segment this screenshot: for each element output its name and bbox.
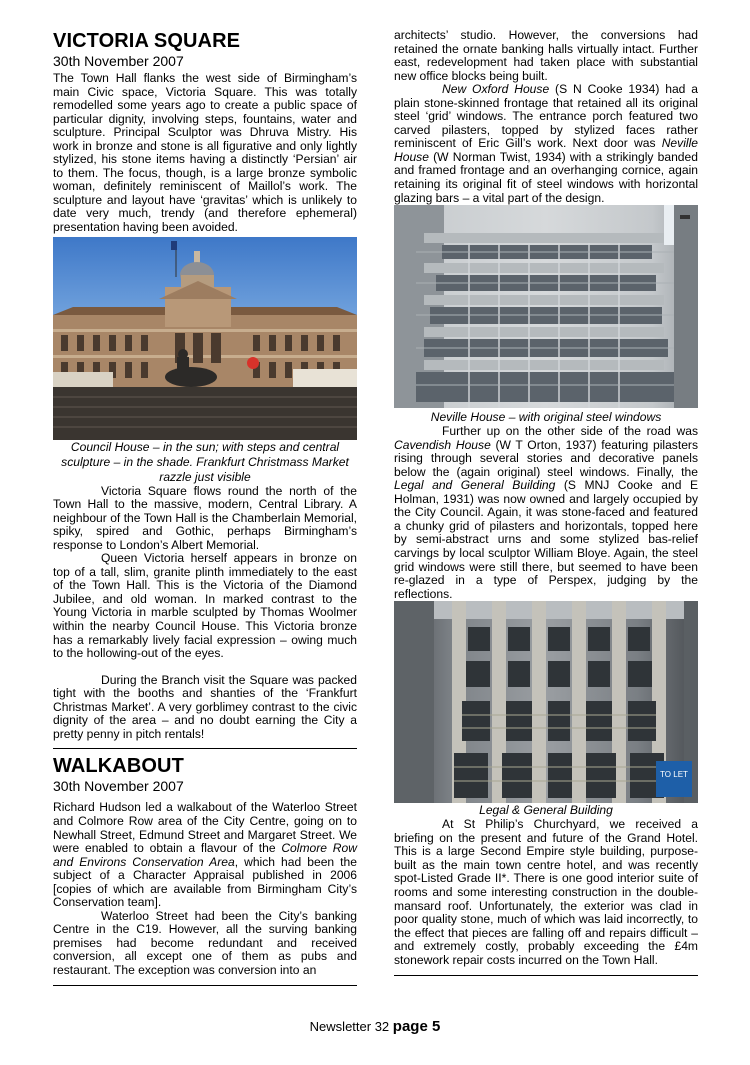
neville-house-illustration <box>394 205 698 408</box>
newsletter-number: Newsletter 32 <box>309 1019 390 1034</box>
column-end-rule <box>53 985 357 986</box>
walkabout-paragraph-1: Richard Hudson led a walkabout of the Waterloo Street and Colmore Row area of the City Centre, going on to Newhall Street, Edmund Street and Margaret Street. We were enabled to obtain a flavour of the Colmore Row and Environs Conservation Area, which had been the subject of a Character Appraisal published in 2006 [copies of which are available from Birmingham City’s Conservation team]. <box>53 800 357 910</box>
victoria-paragraph-2: Victoria Square flows round the north of the Town Hall to the massive, modern, Central Library. A neighbour of the Town Hall is the Chamberlain Memorial, spiky, spired and Gothic, perhaps Birmingham’s response to London’s Albert Memorial. <box>53 483 357 552</box>
walkabout-paragraph-4: New Oxford House (S N Cooke 1934) had a plain stone-skinned frontage that retained all its original steel ‘grid’ windows. The entrance porch featured two carved pilasters, topped by stylized faces rather reminiscent of Eric Gill’s work. Next door was Neville House (W Norman Twist, 1934) with a strikingly banded and framed frontage and an overhanging cornice, again retaining its original fit of steel windows with horizontal glazing bars – a vital part of the design. <box>394 82 699 205</box>
council-house-caption: Council House – in the sun; with steps and central sculpture – in the shade. Frankfurt Christmass Market razzle just visible <box>61 439 349 484</box>
conservation-area-name: Colmore Row and Environs Conservation Area <box>53 841 357 869</box>
walkabout-paragraph-3: architects’ studio. However, the conversions had retained the ornate banking halls virtually intact. Further east, redevelopment had taken place with substantial new office blocks being built. <box>394 28 698 83</box>
neville-house-photo <box>394 205 698 408</box>
victoria-paragraph-1: The Town Hall flanks the west side of Birmingham’s main Civic space, Victoria Square. This was totally remodelled some years ago to create a public space of particular dignity, involving steps, fountains, water and sculpture. Principal Sculptor was Dhruva Mistry. His work in bronze and stone is all figurative and only lightly stylized, his stone items having a distinctly ‘Persian’ air to them. The focus, though, is a large bronze symbolic woman, definitely reminiscent of Maillol’s work. The sculpture and layout have ‘gravitas’ which is unlikely to date very much, trendy (and therefore ephemeral) presentation having been avoided. <box>53 71 357 235</box>
page-number: page 5 <box>392 1018 441 1035</box>
council-house-photo <box>53 237 357 440</box>
legal-general-photo <box>394 601 698 803</box>
neville-house-caption: Neville House – with original steel windows <box>430 410 662 425</box>
to-let-sign: TO LET <box>660 770 688 780</box>
left-column <box>53 30 357 986</box>
page-footer <box>0 1018 750 1035</box>
walkabout-heading: WALKABOUT <box>53 755 184 778</box>
walkabout-paragraph-5: Further up on the other side of the road was Cavendish House (W T Orton, 1937) featuring pilasters rising through several stories and decorative panels below the (again original) steel windows. Finally, the Legal and General Building (S MNJ Cooke and E Holman, 1931) was now owned and largely occupied by the City Council. Again, it was stone-faced and featured a chunky grid of pilasters and horizontals, topped here by semi-abstract urns and some stylized bas-relief carvings by local sculptor William Bloye. Again, the steel grid windows were still there, but seemed to have been re-glazed in a type of Perspex, judging by the reflections. <box>394 424 699 601</box>
victoria-square-date: 30th November 2007 <box>53 53 184 69</box>
council-house-illustration <box>53 237 357 440</box>
victoria-paragraph-3: Queen Victoria herself appears in bronze on top of a tall, slim, granite plinth immediately to the east of the Town Hall. This is the Victoria of the Diamond Jubilee, and old woman. In marked contrast to the Young Victoria in marble sculpted by Thomas Woolmer within the nearby Council House. This Victoria bronze has a remarkably lively facial expression – owing much to the hollowing-out of the eyes. <box>53 551 357 661</box>
walkabout-date: 30th November 2007 <box>53 778 184 795</box>
victoria-paragraph-4: During the Branch visit the Square was packed tight with the booths and shanties of the ‘Frankfurt Christmas Market’. A very gorblimey contrast to the civic dignity of the area – and no doubt earning the City a pretty penny in pitch rentals! <box>53 672 357 741</box>
walkabout-paragraph-2: Waterloo Street had been the City’s banking Centre in the C19. However, all the surving banking premises had become redundant and received conversion, all except one of them as pubs and restaurant. The exception was conversion into an <box>53 908 357 977</box>
victoria-square-heading: VICTORIA SQUARE <box>53 30 241 52</box>
legal-general-illustration <box>394 601 698 803</box>
legal-general-caption: Legal & General Building <box>479 803 613 818</box>
right-column <box>394 29 698 976</box>
column-end-rule-right <box>394 975 698 976</box>
walkabout-paragraph-6: At St Philip’s Churchyard, we received a briefing on the present and future of the Grand Hotel. This is a large Second Empire style building, purpose-built as the main town centre hotel, and was recently spot-Listed Grade II*. There is one good interior suite of rooms and some interesting construction in the double-mansard roof. Unfortunately, the exterior was clad in poor quality stone, much of which was laid incorrectly, to the effect that pieces are falling off and repairs difficult – and extremely costly, probably exceeding the £4m stonework repair costs incurred on the Town Hall. <box>394 817 698 967</box>
